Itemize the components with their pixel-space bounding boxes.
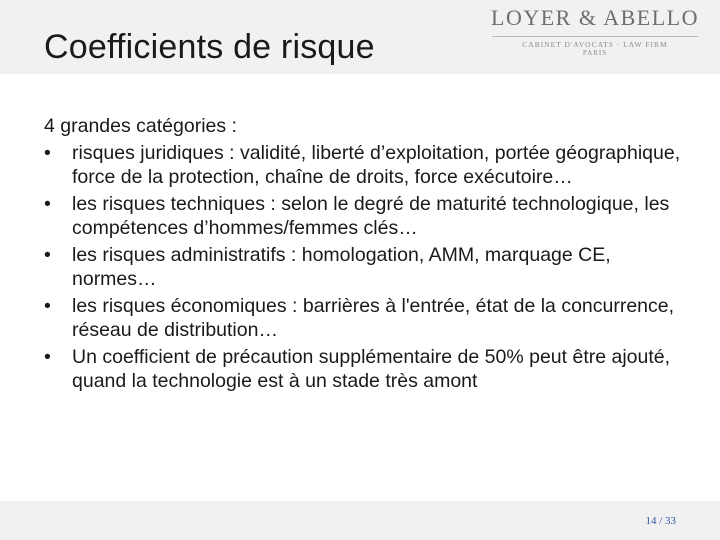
logo-name: LOYER & ABELLO	[491, 5, 699, 30]
firm-logo	[486, 4, 704, 64]
list-item	[44, 294, 684, 343]
slide-body	[44, 114, 684, 396]
slide-header	[0, 0, 720, 74]
bullet-icon: •	[44, 192, 51, 215]
slide-footer	[0, 501, 720, 540]
logo-subtitle: CABINET D'AVOCATS · LAW FIRM	[522, 40, 668, 49]
list-item	[44, 243, 684, 292]
bullet-text: risques juridiques : validité, liberté d’exploitation, portée géographique, force de la protection, chaîne de droits, force exécutoire…	[72, 141, 681, 188]
list-item	[44, 141, 684, 190]
logo-divider	[492, 36, 698, 37]
list-item	[44, 345, 684, 394]
bullet-icon: •	[44, 294, 51, 317]
page-number: 14 / 33	[645, 515, 676, 527]
list-item	[44, 192, 684, 241]
bullet-text: les risques techniques : selon le degré de maturité technologique, les compétences d’hommes/femmes clés…	[72, 192, 670, 239]
intro-text: 4 grandes catégories :	[44, 115, 237, 137]
bullet-text: les risques administratifs : homologation, AMM, marquage CE, normes…	[72, 243, 611, 290]
bullet-icon: •	[44, 243, 51, 266]
bullet-text: les risques économiques : barrières à l'entrée, état de la concurrence, réseau de distribution…	[72, 294, 675, 341]
bullet-icon: •	[44, 345, 51, 368]
slide-title: Coefficients de risque	[44, 28, 375, 66]
bullet-icon: •	[44, 141, 51, 164]
logo-city: PARIS	[582, 49, 608, 57]
bullet-list	[44, 141, 684, 394]
bullet-text: Un coefficient de précaution supplémentaire de 50% peut être ajouté, quand la technologie est à un stade très amont	[72, 345, 671, 392]
